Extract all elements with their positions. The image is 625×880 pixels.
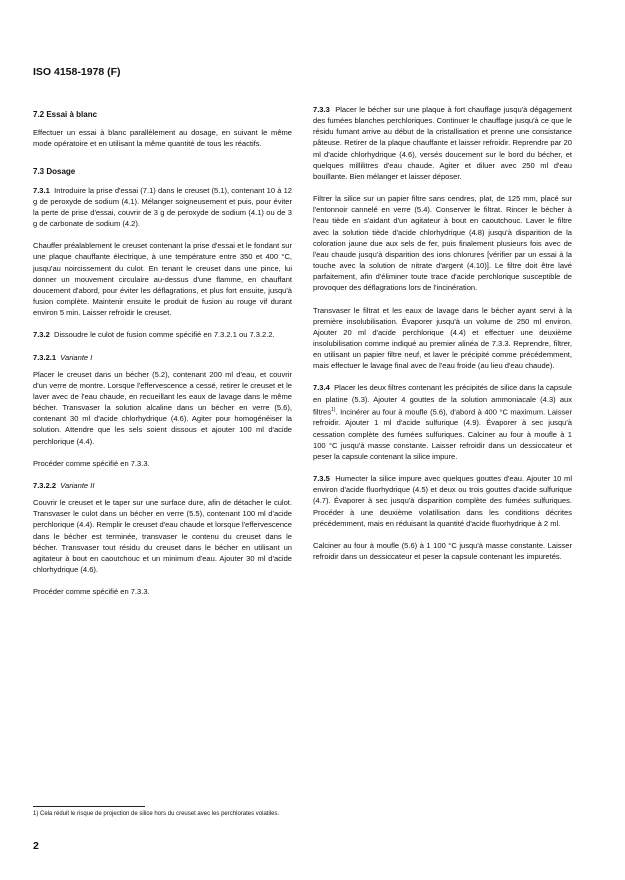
section-7-3-5-paragraph bbox=[313, 473, 572, 529]
section-7-3-2-2-text: Couvrir le creuset et le taper sur une surface dure, afin de détacher le culot. Transvaser le culot dans un bécher en verre (5.5), contenant 100 ml d'acide perchlorique (4.4). Remplir le creuset d'eau chaude et lorsque l'effervescence dans le bécher est terminée, transvaser le contenu du creuset dans le bécher. Transvaser tout résidu du creuset dans le bécher en utilisant un agitateur à bout en caoutchouc et un minimum d'eau. Ajouter 30 ml d'acide chlorhydrique (4.6). bbox=[33, 498, 292, 574]
section-7-3-2-1-title: Variante I bbox=[60, 352, 93, 362]
section-7-3-2-1-procedure: Procéder comme spécifié en 7.3.3. bbox=[33, 458, 150, 468]
section-7-3-5-number: 7.3.5 bbox=[313, 474, 330, 484]
section-7-3-2-2-procedure: Procéder comme spécifié en 7.3.3. bbox=[33, 587, 150, 597]
section-7-3-3-text-3: Transvaser le filtrat et les eaux de lavage dans le bécher ayant servi à la première insolubilisation. Évaporer jusqu'à un volume de 250 ml environ. Ajouter 20 ml d'acide perchlorique (4.4) et effectuer une deuxième insolubilisation comme indiqué au premier alinéa de 7.3.3. Reprendre, filtrer, en utilisant un papier filtre neuf, et laver le précipité comme précédemment, mais effectuer le lavage final avec de l'eau froide (au lieu d'eau chaude). bbox=[313, 305, 572, 371]
page-number: 2 bbox=[33, 840, 39, 852]
section-7-3-2-number: 7.3.2 bbox=[33, 330, 50, 340]
section-7-3-1-text: Introduire la prise d'essai (7.1) dans le creuset (5.1), contenant 10 à 12 g de peroxyde de sodium (4.1). Mélanger soigneusement et puis, pour éviter la perte de prise d'essai, couvrir de 3 g de peroxyde de sodium (4.1) ou de 3 g de carbonate de sodium (4.2). bbox=[33, 185, 292, 229]
section-7-2-text: Effectuer un essai à blanc parallèlement au dosage, en suivant le même mode opératoire et en utilisant la même quantité de tous les réactifs. bbox=[33, 128, 292, 149]
section-7-3-2-1-number: 7.3.2.1 bbox=[33, 352, 57, 362]
section-7-3-2-paragraph bbox=[33, 329, 292, 340]
section-7-3-2-1-heading bbox=[33, 352, 292, 363]
section-7-3-2-2-title: Variante II bbox=[60, 480, 95, 490]
section-7-3-5-text: Humecter la silice impure avec quelques gouttes d'eau. Ajouter 10 ml environ d'acide fluorhydrique (4.5) et deux ou trois gouttes d'acide sulfurique (4.7). Évaporer à sec jusqu'à disparition complète des fumées sulfuriques. Procéder à une deuxième volatilisation dans les conditions décrites précédemment, mais en réduisant la quantité d'acide fluorhydrique à 2 ml. bbox=[313, 474, 573, 528]
section-7-3-4-text-a: Placer les deux filtres contenant les précipités de silice dans la capsule en platine (5.3). Ajouter 4 gouttes de la solution ammoniacale (4.3) aux filtres bbox=[313, 383, 572, 417]
section-7-3-3-text-2: Filtrer la silice sur un papier filtre sans cendres, plat, de 125 mm, placé sur l'entonnoir cannelé en verre (5.4). Conserver le filtrat. Rincer le bécher à l'eau tiède en s'aidant d'un agitateur à bout en caoutchouc. Laver le filtre avec la solution tiède d'acide chlorhydrique (4.8) jusqu'à disparition de la coloration jaune due aux sels de fer, puis finalement plusieurs fois avec de l'eau chaude jusqu'à disparition des ions chlorures [vérifier par un essai à la touche avec la solution de nitrate d'argent (4.10)]. Le filtre doit être lavé parfaitement, afin d'éliminer toute trace d'acide perchlorique susceptible de provoquer des déflagrations lors de l'incinération. bbox=[313, 194, 572, 293]
section-7-3-4-text-b: . Incinérer au four à moufle (5.6), d'abord à 400 °C maximum. Laisser refroidir. Ajouter 1 ml d'acide sulfurique (4.9). Évaporer à sec jusqu'à cessation complète des fumées sulfuriques. Calciner au four à moufle à 1 100 °C jusqu'à masse constante. Laisser refroidir dans un dessiccateur et peser la capsule contenant la silice impure. bbox=[313, 407, 572, 461]
section-7-3-2-2-number: 7.3.2.2 bbox=[33, 480, 57, 490]
section-7-3-2-1-text: Placer le creuset dans un bécher (5.2), contenant 200 ml d'eau, et couvrir d'un verre de montre. Lorsque l'effervescence a cessé, retirer le creuset et le laver avec de l'eau chaude, en recueillant les eaux de lavage dans le même bécher. Transvaser la solution alcaline dans un bécher en verre (5.6), contenant 30 ml d'acide chlorhydrique (4.6). Agiter pour homogénéiser la solution. Attendre que les sels soient dissous et ajouter 100 ml d'acide perchlorique (4.4). bbox=[33, 369, 292, 446]
section-7-3-2-text: Dissoudre le culot de fusion comme spécifié en 7.3.2.1 ou 7.3.2.2. bbox=[54, 330, 275, 340]
document-header: ISO 4158-1978 (F) bbox=[33, 66, 121, 78]
section-7-3-1-paragraph bbox=[33, 185, 292, 230]
right-column bbox=[313, 104, 572, 573]
section-7-3-3-number: 7.3.3 bbox=[313, 105, 330, 114]
section-7-3-1-text-2: Chauffer préalablement le creuset contenant la prise d'essai et le fondant sur une plaque chauffante électrique, à une température entre 350 et 400 °C, jusqu'au noircissement du culot. En tenant le creuset dans une pince, lui donner un mouvement circulaire au-dessus d'une flamme, en chauffant doucement d'abord, pour éviter les déflagrations, et plus fort ensuite, jusqu'à fusion complète. Maintenir ensuite le produit de fusion au rouge vif durant environ 5 min. Laisser refroidir le creuset. bbox=[33, 241, 292, 318]
section-7-3-3-text: Placer le bécher sur une plaque à fort chauffage jusqu'à dégagement des fumées blanches perchloriques. Continuer le chauffage jusqu'à ce que le résidu fumant arrive au début de la cristallisation et prenne une consistance pâteuse. Retirer de la plaque chauffante et laisser refroidir. Reprendre par 20 ml d'acide chlorhydrique (4.6), versés doucement sur le bord du bécher, et quelques millilitres d'eau chaude. Agiter et diluer avec 250 ml d'eau bouillante. Bien mélanger et laisser déposer. bbox=[313, 105, 572, 181]
section-7-3-5-text-2: Calciner au four à moufle (5.6) à 1 100 °C jusqu'à masse constante. Laisser refroidir dans un dessiccateur et peser la capsule contenant les impuretés. bbox=[313, 540, 572, 561]
section-7-3-4-number: 7.3.4 bbox=[313, 383, 330, 393]
footnote-marker: 1) bbox=[331, 406, 336, 413]
footnote-divider bbox=[33, 806, 145, 807]
section-7-3-title: 7.3 Dosage bbox=[33, 167, 76, 177]
section-7-3-1-number: 7.3.1 bbox=[33, 185, 50, 195]
footnote: 1) Cela réduit le risque de projection de silice hors du creuset avec les perchlorates volatiles. bbox=[33, 811, 280, 817]
left-column bbox=[33, 109, 292, 608]
section-7-3-4-paragraph bbox=[313, 382, 572, 462]
section-7-3-3-paragraph bbox=[313, 104, 572, 182]
section-7-3-2-2-heading bbox=[33, 480, 292, 491]
section-7-2-title: 7.2 Essai à blanc bbox=[33, 110, 98, 119]
